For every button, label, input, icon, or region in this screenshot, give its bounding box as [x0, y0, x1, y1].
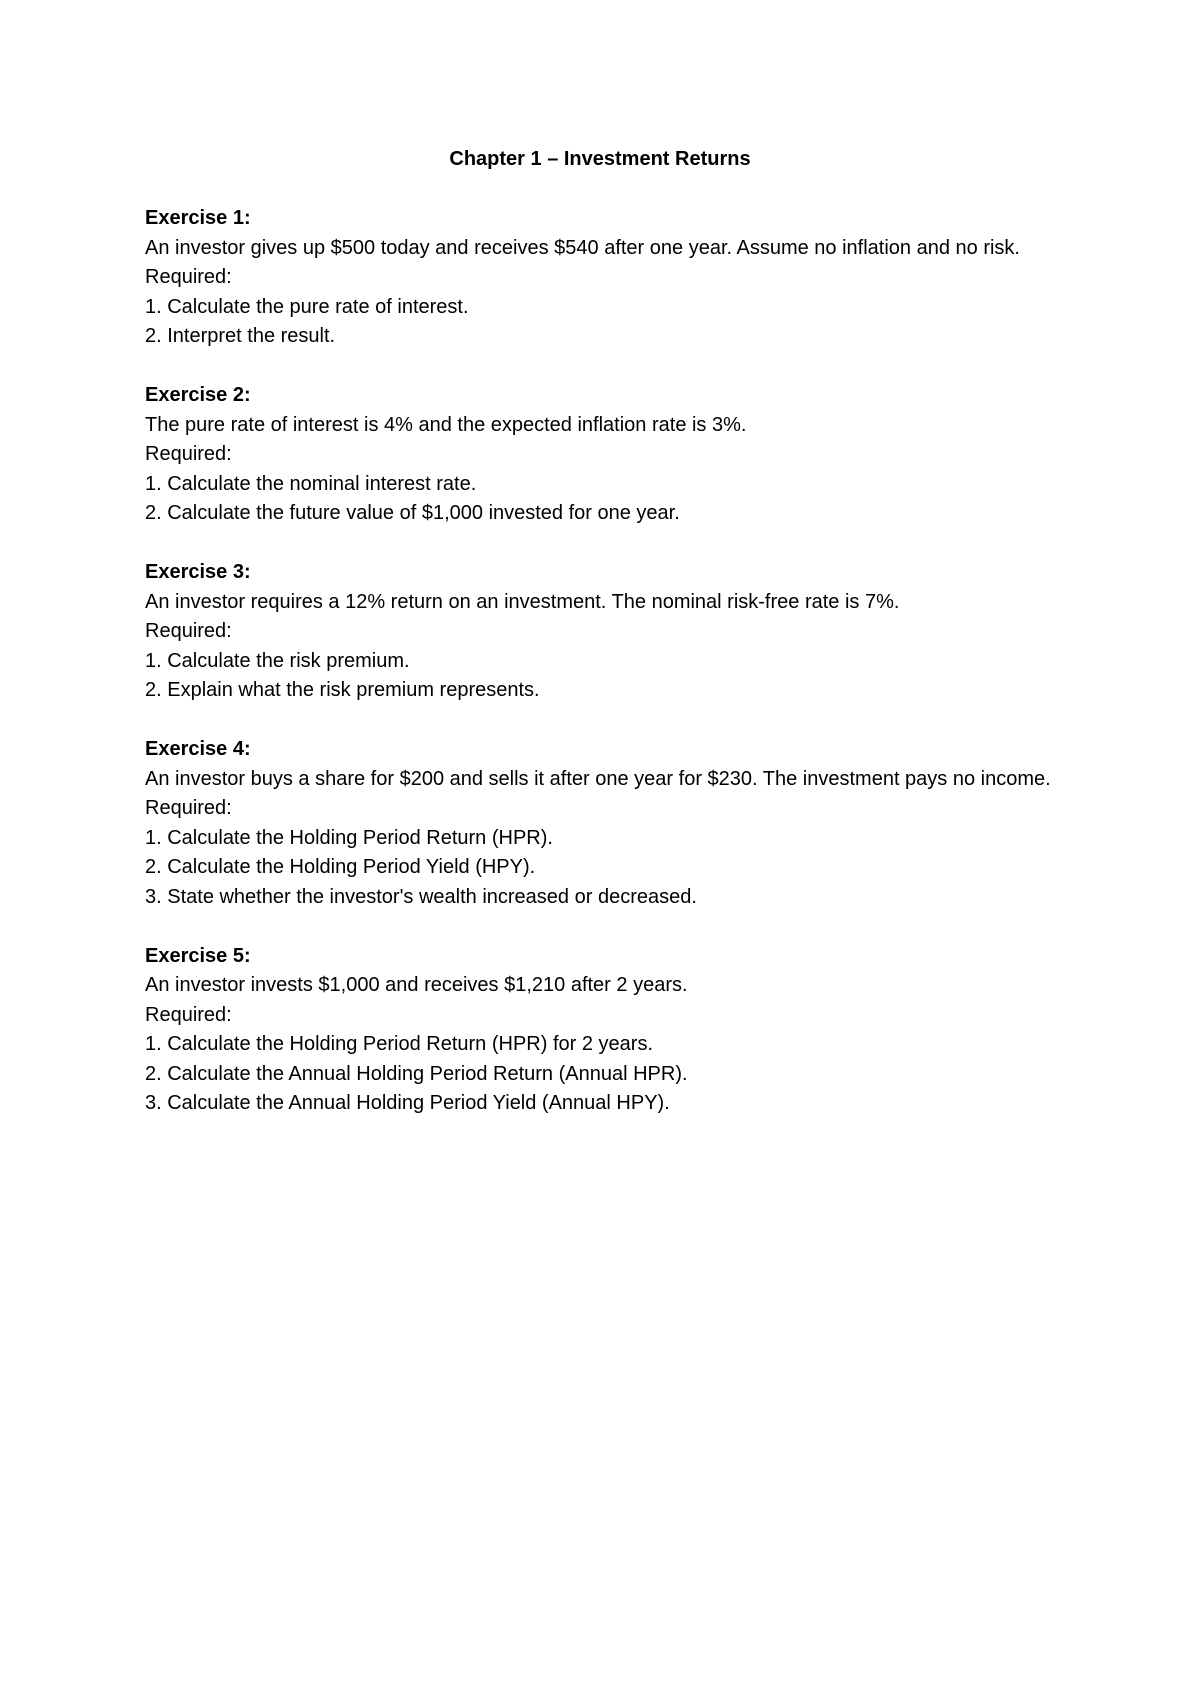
exercise-heading: Exercise 5:: [145, 944, 251, 967]
required-label: Required:: [145, 1003, 232, 1026]
required-label: Required:: [145, 620, 232, 642]
required-item: 2. Calculate the Annual Holding Period Return (Annual HPR).: [145, 1062, 688, 1085]
exercise-5: [145, 942, 1065, 1119]
required-item: 1. Calculate the Holding Period Return (HPR).: [145, 826, 553, 849]
required-item: 1. Calculate the pure rate of interest.: [145, 295, 469, 318]
exercise-4: [145, 735, 1065, 912]
required-label: Required:: [145, 797, 232, 819]
exercise-heading: Exercise 4:: [145, 738, 251, 760]
exercise-heading: Exercise 1:: [145, 207, 251, 229]
required-item: 2. Calculate the Holding Period Yield (HPY).: [145, 856, 536, 878]
exercise-heading: Exercise 3:: [145, 561, 251, 583]
exercise-statement: The pure rate of interest is 4% and the expected inflation rate is 3%.: [145, 413, 747, 436]
required-item: 2. Calculate the future value of $1,000 invested for one year.: [145, 502, 680, 524]
required-item: 1. Calculate the risk premium.: [145, 649, 410, 672]
required-item: 2. Explain what the risk premium represents.: [145, 679, 540, 701]
exercise-heading: Exercise 2:: [145, 384, 251, 406]
exercise-1: [145, 204, 1065, 352]
required-item: 1. Calculate the nominal interest rate.: [145, 472, 477, 495]
required-label: Required:: [145, 443, 232, 465]
exercise-statement: An investor requires a 12% return on an investment. The nominal risk-free rate is 7%.: [145, 590, 900, 613]
exercise-statement: An investor invests $1,000 and receives $1,210 after 2 years.: [145, 974, 688, 996]
exercise-3: [145, 558, 1065, 706]
exercise-2: [145, 381, 1065, 529]
required-item: 2. Interpret the result.: [145, 325, 336, 347]
required-item: 1. Calculate the Holding Period Return (HPR) for 2 years.: [145, 1033, 654, 1055]
exercise-statement: An investor gives up $500 today and receives $540 after one year. Assume no inflation and no risk.: [145, 236, 1020, 259]
exercise-list: [145, 204, 1065, 1148]
exercise-statement: An investor buys a share for $200 and sells it after one year for $230. The investment pays no income.: [145, 767, 1051, 790]
required-item: 3. State whether the investor's wealth increased or decreased.: [145, 885, 697, 908]
required-item: 3. Calculate the Annual Holding Period Yield (Annual HPY).: [145, 1092, 670, 1114]
document-title: Chapter 1 – Investment Returns: [449, 148, 751, 170]
required-label: Required:: [145, 266, 232, 288]
